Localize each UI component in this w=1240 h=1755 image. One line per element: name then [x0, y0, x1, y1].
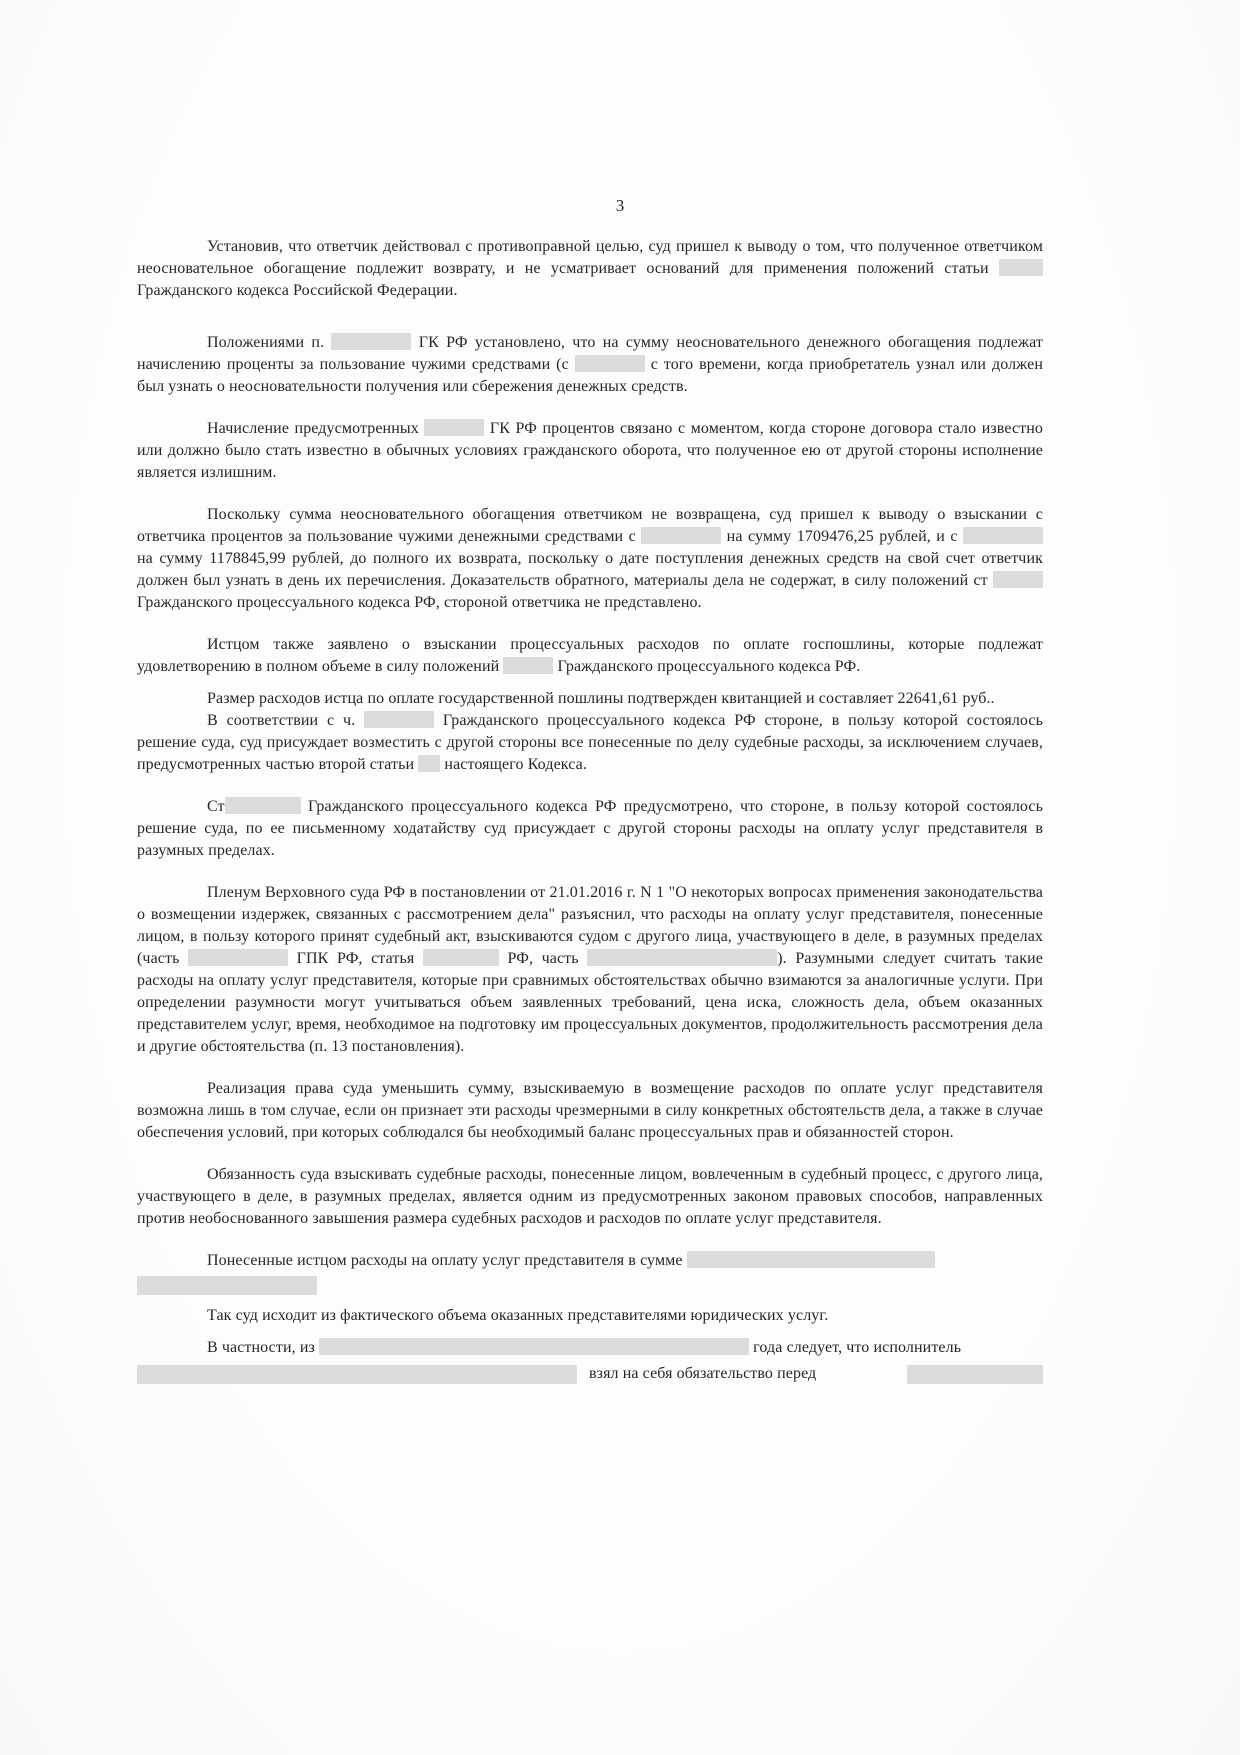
paragraph-14-continuation: взял на себя обязательство перед	[137, 1363, 1043, 1385]
redaction-box	[364, 711, 434, 728]
redaction-box	[137, 1365, 577, 1384]
redaction-box	[575, 355, 645, 372]
paragraph-11: Обязанность суда взыскивать судебные расходы, понесенные лицом, вовлеченным в судебный процесс, с другого лица, участвующего в деле, в разумных пределах, является одним из предусмотренных законом правовых способов, направленных против необоснованного завышения размера судебных расходов и расходов по оплате услуг представителя.	[137, 1166, 1043, 1227]
redaction-box	[319, 1338, 749, 1355]
paragraph-9: Пленум Верховного суда РФ в постановлении от 21.01.2016 г. N 1 "О некоторых вопросах применения законодательства о возмещении издержек, связанных с рассмотрением дела" разъяснил, что расходы на оплату услуг представителя, понесенные лицом, в пользу которого принят судебный акт, взыскиваются судом с другого лица, участвующего в деле, в разумных пределах (часть ГПК РФ, статья РФ, часть ). Разумными следует считать такие расходы на оплату услуг представителя, которые при сравнимых обстоятельствах обычно взимаются за аналогичные услуги. При определении разумности могут учитываться объем заявленных требований, цена иска, сложность дела, объем оказанных представителем услуг, время, необходимое на подготовку им процессуальных документов, продолжительность рассмотрения дела и другие обстоятельства (п. 13 постановления).	[137, 884, 1043, 1055]
paragraph-12: Понесенные истцом расходы на оплату услуг представителя в сумме	[137, 1250, 1043, 1272]
redaction-box	[225, 797, 301, 814]
paragraph-1: Установив, что ответчик действовал с противоправной целью, суд пришел к выводу о том, что полученное ответчиком неосновательное обогащение подлежит возврату, и не усматривает оснований для применения положений статьи Гражданского кодекса Российской Федерации.	[137, 238, 1043, 299]
redaction-box	[963, 527, 1043, 544]
document-body	[137, 236, 1043, 1385]
paragraph-2: Положениями п. ГК РФ установлено, что на сумму неосновательного денежного обогащения подлежат начислению проценты за пользование чужими средствами (с с того времени, когда приобретатель узнал или должен был узнать о неосновательности получения или сбережения денежных средств.	[137, 334, 1043, 395]
paragraph-5: Истцом также заявлено о взыскании процессуальных расходов по оплате госпошлины, которые подлежат удовлетворению в полном объеме в силу положений Гражданского процессуального кодекса РФ.	[137, 636, 1043, 675]
redaction-box	[424, 419, 484, 436]
redaction-box	[137, 1276, 317, 1295]
paragraph-3: Начисление предусмотренных ГК РФ процентов связано с моментом, когда стороне договора стало известно или должно было стать известно в обычных условиях гражданского оборота, что полученное ею от другой стороны исполнение является излишним.	[137, 420, 1043, 481]
redaction-box	[999, 259, 1043, 276]
redaction-box	[907, 1365, 1043, 1384]
paragraph-8: Ст Гражданского процессуального кодекса РФ предусмотрено, что стороне, в пользу которой состоялось решение суда, по ее письменному ходатайству суд присуждает с другой стороны расходы на оплату услуг представителя в разумных пределах.	[137, 798, 1044, 859]
paragraph-7: В соответствии с ч. Гражданского процессуального кодекса РФ стороне, в пользу которой состоялось решение суда, суд присуждает возместить с другой стороны все понесенные по делу судебные расходы, за исключением случаев, предусмотренных частью второй статьи настоящего Кодекса.	[137, 712, 1043, 773]
page-number: 3	[615, 196, 625, 215]
redaction-box	[641, 527, 721, 544]
redaction-box	[423, 949, 499, 966]
redaction-box	[993, 571, 1043, 588]
paragraph-4: Поскольку сумма неосновательного обогащения ответчиком не возвращена, суд пришел к выводу о взыскании с ответчика процентов за пользование чужими денежными средствами с на сумму 1709476,25 рублей, и с на сумму 1178845,99 рублей, до полного их возврата, поскольку о дате поступления денежных средств на свой счет ответчик должен был узнать в день их перечисления. Доказательств обратного, материалы дела не содержат, в силу положений ст Гражданского процессуального кодекса РФ, стороной ответчика не представлено.	[137, 506, 1043, 611]
redaction-box	[687, 1251, 935, 1268]
redaction-box	[188, 949, 288, 966]
paragraph-14: В частности, из года следует, что исполнитель	[207, 1339, 962, 1356]
redaction-box	[331, 333, 411, 350]
paragraph-13: Так суд исходит из фактического объема оказанных представителями юридических услуг.	[207, 1307, 829, 1324]
redaction-box	[418, 755, 440, 772]
redaction-box	[587, 949, 777, 966]
paragraph-6: Размер расходов истца по оплате государственной пошлины подтвержден квитанцией и составляет 22641,61 руб..	[207, 690, 995, 707]
paragraph-10: Реализация права суда уменьшить сумму, взыскиваемую в возмещение расходов по оплате услуг представителя возможна лишь в том случае, если он признает эти расходы чрезмерными в силу конкретных обстоятельств дела, а также в случае обеспечения условий, при которых соблюдался бы необходимый баланс процессуальных прав и обязанностей сторон.	[137, 1080, 1043, 1141]
redaction-box	[503, 657, 553, 674]
